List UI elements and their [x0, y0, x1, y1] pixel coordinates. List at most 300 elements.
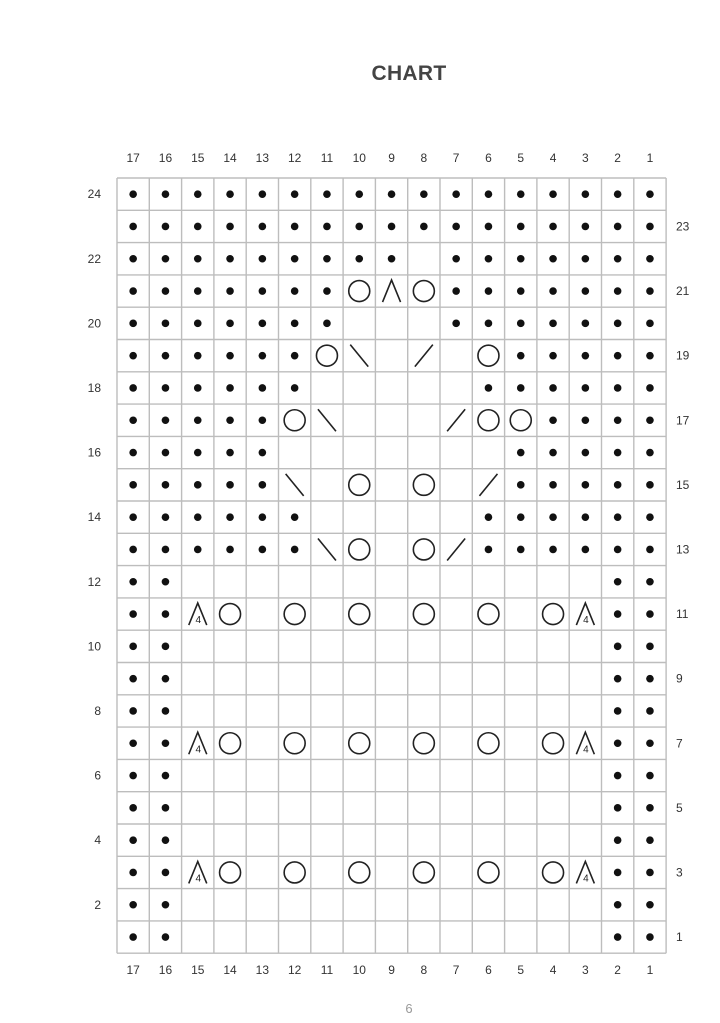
purl-dot: [646, 675, 654, 683]
purl-dot: [517, 513, 525, 521]
purl-dot: [614, 449, 622, 457]
yarn-over-circle: [543, 733, 564, 754]
column-label-bottom: 14: [223, 963, 237, 977]
purl-dot: [194, 320, 202, 328]
purl-dot: [194, 513, 202, 521]
right-decrease-line: [447, 409, 465, 431]
column-label-bottom: 3: [582, 963, 589, 977]
row-label-right: 23: [676, 219, 690, 234]
purl-dot: [162, 772, 170, 780]
column-label-top: 12: [287, 151, 302, 165]
yarn-over-circle: [349, 733, 370, 754]
purl-dot: [646, 610, 654, 618]
yarn-over-circle: [478, 345, 499, 366]
purl-dot: [549, 352, 557, 360]
column-label-bottom: 12: [287, 963, 302, 977]
double-decrease-symbol: [383, 280, 401, 302]
row-label-right: 19: [676, 348, 690, 363]
decrease-count-label: 4: [195, 873, 202, 885]
purl-dot: [226, 481, 234, 489]
purl-dot: [129, 384, 137, 392]
column-label-top: 9: [388, 151, 395, 165]
purl-dot: [162, 836, 170, 844]
column-label-bottom: 7: [452, 963, 460, 977]
purl-dot: [646, 643, 654, 651]
yarn-over-circle: [316, 345, 337, 366]
purl-dot: [162, 352, 170, 360]
purl-dot: [194, 546, 202, 554]
purl-dot: [582, 481, 590, 489]
yarn-over-circle: [349, 539, 370, 560]
purl-dot: [129, 449, 137, 457]
purl-dot: [194, 190, 202, 198]
page-title: CHART: [371, 62, 447, 85]
column-label-top: 15: [191, 151, 205, 165]
purl-dot: [517, 546, 525, 554]
purl-dot: [646, 836, 654, 844]
column-label-top: 14: [223, 151, 237, 165]
purl-dot: [129, 578, 137, 586]
purl-dot: [452, 287, 460, 295]
row-label-left: 6: [94, 768, 101, 783]
purl-dot: [517, 255, 525, 263]
purl-dot: [582, 546, 590, 554]
purl-dot: [162, 287, 170, 295]
purl-dot: [582, 416, 590, 424]
purl-dot: [129, 610, 137, 618]
purl-dot: [226, 287, 234, 295]
purl-dot: [646, 320, 654, 328]
purl-dot: [129, 869, 137, 877]
purl-dot: [614, 255, 622, 263]
purl-dot: [129, 287, 137, 295]
left-decrease-line: [286, 474, 304, 496]
purl-dot: [646, 739, 654, 747]
yarn-over-circle: [543, 604, 564, 625]
purl-dot: [162, 255, 170, 263]
column-label-bottom: 6: [485, 963, 492, 977]
purl-dot: [162, 320, 170, 328]
purl-dot: [129, 739, 137, 747]
purl-dot: [194, 223, 202, 231]
purl-dot: [614, 223, 622, 231]
purl-dot: [226, 352, 234, 360]
yarn-over-circle: [413, 539, 434, 560]
purl-dot: [323, 320, 331, 328]
purl-dot: [646, 707, 654, 715]
column-label-top: 8: [420, 151, 428, 165]
purl-dot: [291, 255, 299, 263]
purl-dot: [162, 804, 170, 812]
purl-dot: [129, 320, 137, 328]
column-label-top: 1: [646, 151, 654, 165]
purl-dot: [646, 416, 654, 424]
purl-dot: [259, 352, 267, 360]
purl-dot: [291, 287, 299, 295]
row-label-left: 18: [87, 380, 101, 395]
row-label-right: 1: [676, 930, 683, 945]
purl-dot: [614, 416, 622, 424]
column-label-bottom: 11: [320, 963, 334, 977]
column-label-bottom: 2: [614, 963, 621, 977]
purl-dot: [162, 546, 170, 554]
row-label-right: 7: [676, 736, 683, 751]
purl-dot: [517, 384, 525, 392]
row-label-right: 15: [676, 477, 690, 492]
four-stitch-decrease-symbol: [576, 732, 594, 755]
purl-dot: [129, 513, 137, 521]
purl-dot: [485, 223, 493, 231]
four-stitch-decrease-symbol: [576, 861, 594, 884]
purl-dot: [614, 190, 622, 198]
purl-dot: [226, 320, 234, 328]
purl-dot: [646, 772, 654, 780]
purl-dot: [259, 513, 267, 521]
purl-dot: [323, 190, 331, 198]
purl-dot: [614, 804, 622, 812]
column-label-top: 7: [452, 151, 460, 165]
purl-dot: [646, 223, 654, 231]
purl-dot: [646, 190, 654, 198]
purl-dot: [291, 546, 299, 554]
row-label-left: 20: [87, 316, 101, 331]
purl-dot: [646, 546, 654, 554]
yarn-over-circle: [220, 862, 241, 883]
column-label-bottom: 9: [388, 963, 395, 977]
purl-dot: [582, 449, 590, 457]
column-label-top: 5: [517, 151, 525, 165]
purl-dot: [646, 869, 654, 877]
purl-dot: [549, 190, 557, 198]
purl-dot: [226, 546, 234, 554]
row-label-right: 21: [676, 284, 690, 299]
purl-dot: [614, 287, 622, 295]
purl-dot: [162, 223, 170, 231]
row-label-right: 17: [676, 413, 690, 428]
purl-dot: [614, 352, 622, 360]
column-label-top: 13: [255, 151, 270, 165]
purl-dot: [485, 513, 493, 521]
purl-dot: [323, 255, 331, 263]
purl-dot: [259, 320, 267, 328]
purl-dot: [162, 869, 170, 877]
purl-dot: [129, 255, 137, 263]
purl-dot: [614, 384, 622, 392]
left-decrease-line: [318, 409, 336, 431]
four-stitch-decrease-symbol: [189, 603, 207, 626]
column-label-top: 11: [320, 151, 334, 165]
yarn-over-circle: [413, 733, 434, 754]
purl-dot: [646, 255, 654, 263]
right-decrease-line: [447, 538, 465, 560]
purl-dot: [452, 255, 460, 263]
column-label-top: 4: [549, 151, 557, 165]
purl-dot: [226, 513, 234, 521]
purl-dot: [162, 578, 170, 586]
yarn-over-circle: [413, 474, 434, 495]
purl-dot: [162, 675, 170, 683]
column-label-bottom: 10: [352, 963, 366, 977]
purl-dot: [129, 352, 137, 360]
purl-dot: [549, 449, 557, 457]
yarn-over-circle: [284, 862, 305, 883]
purl-dot: [614, 610, 622, 618]
purl-dot: [485, 255, 493, 263]
purl-dot: [485, 190, 493, 198]
yarn-over-circle: [284, 604, 305, 625]
purl-dot: [452, 320, 460, 328]
purl-dot: [614, 320, 622, 328]
decrease-count-label: 4: [583, 744, 589, 756]
right-decrease-line: [415, 345, 433, 367]
column-label-top: 6: [485, 151, 492, 165]
row-label-right: 9: [676, 671, 683, 686]
purl-dot: [291, 513, 299, 521]
purl-dot: [129, 416, 137, 424]
purl-dot: [259, 287, 267, 295]
row-label-right: 3: [676, 865, 683, 880]
row-label-left: 16: [87, 445, 101, 460]
yarn-over-circle: [349, 281, 370, 302]
purl-dot: [259, 481, 267, 489]
purl-dot: [614, 739, 622, 747]
column-label-bottom: 17: [126, 963, 140, 977]
purl-dot: [646, 933, 654, 941]
row-label-right: 11: [676, 607, 689, 622]
purl-dot: [162, 707, 170, 715]
purl-dot: [129, 675, 137, 683]
purl-dot: [259, 384, 267, 392]
purl-dot: [194, 449, 202, 457]
purl-dot: [226, 384, 234, 392]
purl-dot: [549, 255, 557, 263]
purl-dot: [129, 546, 137, 554]
purl-dot: [517, 320, 525, 328]
row-label-left: 22: [87, 251, 101, 266]
column-label-bottom: 1: [646, 963, 654, 977]
right-decrease-line: [479, 474, 497, 496]
purl-dot: [485, 384, 493, 392]
purl-dot: [582, 513, 590, 521]
column-label-bottom: 5: [517, 963, 525, 977]
yarn-over-circle: [413, 862, 434, 883]
decrease-count-label: 4: [583, 873, 589, 885]
row-label-left: 2: [94, 897, 101, 912]
purl-dot: [291, 190, 299, 198]
purl-dot: [129, 836, 137, 844]
purl-dot: [485, 287, 493, 295]
purl-dot: [355, 223, 363, 231]
yarn-over-circle: [284, 410, 305, 431]
purl-dot: [614, 772, 622, 780]
yarn-over-circle: [478, 862, 499, 883]
purl-dot: [549, 384, 557, 392]
purl-dot: [420, 190, 428, 198]
yarn-over-circle: [220, 604, 241, 625]
purl-dot: [162, 739, 170, 747]
column-label-bottom: 13: [255, 963, 270, 977]
row-label-left: 4: [94, 833, 101, 848]
purl-dot: [194, 255, 202, 263]
decrease-count-label: 4: [583, 615, 589, 627]
yarn-over-circle: [478, 410, 499, 431]
purl-dot: [646, 481, 654, 489]
purl-dot: [582, 190, 590, 198]
purl-dot: [259, 190, 267, 198]
column-label-top: 17: [126, 151, 140, 165]
purl-dot: [259, 546, 267, 554]
yarn-over-circle: [543, 862, 564, 883]
row-label-left: 14: [87, 510, 101, 525]
purl-dot: [388, 255, 396, 263]
row-label-left: 24: [87, 187, 101, 202]
purl-dot: [549, 513, 557, 521]
purl-dot: [646, 578, 654, 586]
row-label-left: 10: [87, 639, 101, 654]
purl-dot: [485, 320, 493, 328]
purl-dot: [614, 707, 622, 715]
purl-dot: [614, 546, 622, 554]
purl-dot: [291, 320, 299, 328]
purl-dot: [259, 416, 267, 424]
purl-dot: [646, 804, 654, 812]
purl-dot: [129, 933, 137, 941]
purl-dot: [582, 352, 590, 360]
left-decrease-line: [350, 345, 368, 367]
purl-dot: [291, 352, 299, 360]
column-label-top: 16: [158, 151, 173, 165]
row-label-left: 12: [87, 574, 101, 589]
purl-dot: [582, 384, 590, 392]
purl-dot: [549, 320, 557, 328]
purl-dot: [614, 481, 622, 489]
yarn-over-circle: [349, 604, 370, 625]
purl-dot: [355, 255, 363, 263]
purl-dot: [162, 933, 170, 941]
yarn-over-circle: [349, 862, 370, 883]
column-label-top: 2: [614, 151, 621, 165]
four-stitch-decrease-symbol: [576, 603, 594, 626]
column-label-bottom: 16: [158, 963, 173, 977]
decrease-count-label: 4: [195, 615, 202, 627]
purl-dot: [129, 481, 137, 489]
purl-dot: [485, 546, 493, 554]
purl-dot: [226, 255, 234, 263]
purl-dot: [549, 223, 557, 231]
purl-dot: [226, 449, 234, 457]
column-label-bottom: 8: [420, 963, 428, 977]
purl-dot: [259, 449, 267, 457]
purl-dot: [614, 643, 622, 651]
purl-dot: [162, 190, 170, 198]
row-label-right: 5: [676, 800, 683, 815]
yarn-over-circle: [413, 604, 434, 625]
purl-dot: [129, 901, 137, 909]
row-label-right: 13: [676, 542, 690, 557]
yarn-over-circle: [284, 733, 305, 754]
purl-dot: [549, 481, 557, 489]
purl-dot: [162, 901, 170, 909]
purl-dot: [162, 384, 170, 392]
decrease-count-label: 4: [195, 744, 202, 756]
purl-dot: [259, 255, 267, 263]
column-label-top: 10: [352, 151, 366, 165]
purl-dot: [129, 804, 137, 812]
purl-dot: [614, 675, 622, 683]
purl-dot: [646, 384, 654, 392]
purl-dot: [194, 384, 202, 392]
purl-dot: [291, 384, 299, 392]
purl-dot: [129, 707, 137, 715]
purl-dot: [129, 643, 137, 651]
yarn-over-circle: [478, 604, 499, 625]
purl-dot: [517, 287, 525, 295]
purl-dot: [549, 546, 557, 554]
purl-dot: [614, 513, 622, 521]
purl-dot: [291, 223, 299, 231]
purl-dot: [323, 223, 331, 231]
purl-dot: [194, 352, 202, 360]
purl-dot: [582, 223, 590, 231]
purl-dot: [614, 836, 622, 844]
left-decrease-line: [318, 538, 336, 560]
purl-dot: [129, 223, 137, 231]
four-stitch-decrease-symbol: [189, 732, 207, 755]
purl-dot: [388, 190, 396, 198]
purl-dot: [162, 643, 170, 651]
purl-dot: [194, 416, 202, 424]
purl-dot: [194, 481, 202, 489]
purl-dot: [517, 190, 525, 198]
purl-dot: [517, 481, 525, 489]
purl-dot: [549, 287, 557, 295]
purl-dot: [582, 320, 590, 328]
purl-dot: [388, 223, 396, 231]
purl-dot: [614, 578, 622, 586]
purl-dot: [646, 287, 654, 295]
purl-dot: [517, 223, 525, 231]
purl-dot: [162, 513, 170, 521]
purl-dot: [162, 481, 170, 489]
purl-dot: [646, 901, 654, 909]
purl-dot: [646, 352, 654, 360]
purl-dot: [452, 190, 460, 198]
page-number: 6: [405, 1001, 413, 1016]
column-label-bottom: 4: [549, 963, 557, 977]
purl-dot: [614, 869, 622, 877]
column-label-top: 3: [582, 151, 589, 165]
purl-dot: [162, 610, 170, 618]
purl-dot: [549, 416, 557, 424]
purl-dot: [420, 223, 428, 231]
yarn-over-circle: [349, 474, 370, 495]
purl-dot: [452, 223, 460, 231]
purl-dot: [162, 449, 170, 457]
column-label-bottom: 15: [191, 963, 205, 977]
purl-dot: [582, 255, 590, 263]
purl-dot: [517, 352, 525, 360]
row-label-left: 8: [94, 703, 101, 718]
purl-dot: [129, 190, 137, 198]
purl-dot: [194, 287, 202, 295]
purl-dot: [129, 772, 137, 780]
purl-dot: [646, 513, 654, 521]
purl-dot: [614, 901, 622, 909]
purl-dot: [323, 287, 331, 295]
purl-dot: [226, 190, 234, 198]
purl-dot: [162, 416, 170, 424]
yarn-over-circle: [220, 733, 241, 754]
